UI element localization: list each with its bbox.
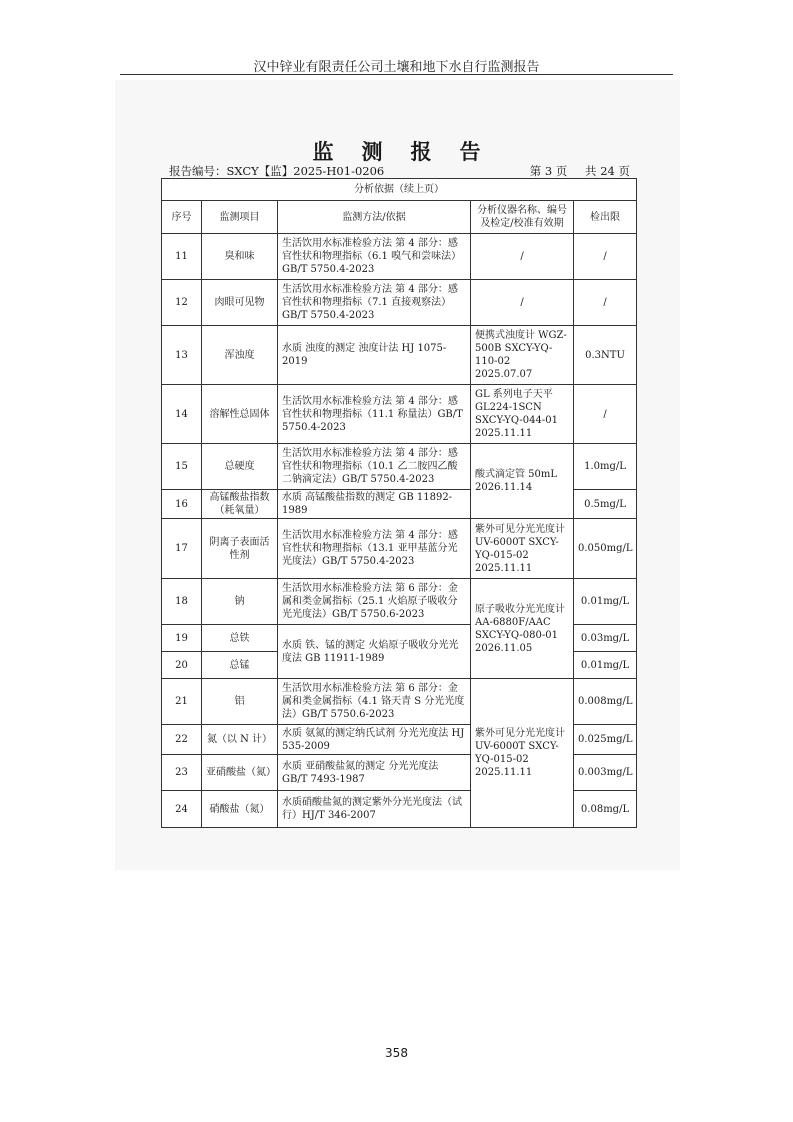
monitoring-item: 浑浊度 [202,326,278,385]
detection-limit: 0.3NTU [574,326,637,385]
table-caption-row [162,179,637,201]
row-number: 24 [162,791,202,828]
table-caption: 分析依据（续上页） [162,179,637,201]
row-number: 21 [162,679,202,725]
monitoring-item: 阴离子表面活性剂 [202,519,278,579]
page-number: 358 [385,1046,408,1060]
row-number: 13 [162,326,202,385]
method-cell: 水质硝酸盐氮的测定紫外分光光度法（试行）HJ/T 346-2007 [278,791,471,828]
method-cell: 水质 亚硝酸盐氮的测定 分光光度法 GB/T 7493-1987 [278,755,471,791]
instrument-cell: / [471,280,574,326]
row-number: 14 [162,385,202,444]
detection-limit: 0.025mg/L [574,725,637,755]
method-cell: 生活饮用水标准检验方法 第 4 部分：感官性状和物理指标（6.1 嗅气和尝味法）GB/T 5750.4-2023 [278,234,471,280]
table-header-row [162,201,637,234]
column-header: 分析仪器名称、编号及检定/校准有效期 [471,201,574,234]
table-row [162,579,637,625]
instrument-cell: 酸式滴定管 50mL 2026.11.14 [471,444,574,519]
analysis-basis-table [161,178,637,828]
detection-limit: / [574,280,637,326]
column-header: 监测项目 [202,201,278,234]
detection-limit: 0.01mg/L [574,579,637,625]
detection-limit: 0.008mg/L [574,679,637,725]
monitoring-item: 肉眼可见物 [202,280,278,326]
method-cell: 生活饮用水标准检验方法 第 4 部分：感官性状和物理指标（10.1 乙二胺四乙酸二钠滴定法）GB/T 5750.4-2023 [278,444,471,490]
page-indicator [516,163,630,179]
report-meta [169,163,630,179]
instrument-cell: 紫外可见分光光度计 UV-6000T SXCY-YQ-015-02 2025.11.11 [471,679,574,828]
header-divider [120,74,673,75]
monitoring-item: 钠 [202,579,278,625]
detection-limit: 0.050mg/L [574,519,637,579]
row-number: 19 [162,625,202,652]
column-header: 序号 [162,201,202,234]
instrument-cell: 原子吸收分光光度计 AA-6880F/AAC SXCY-YQ-080-01 2026.11.05 [471,579,574,679]
monitoring-item: 高锰酸盐指数（耗氧量） [202,490,278,519]
method-cell: 生活饮用水标准检验方法 第 4 部分：感官性状和物理指标（13.1 亚甲基蓝分光光度法）GB/T 5750.4-2023 [278,519,471,579]
method-cell: 生活饮用水标准检验方法 第 6 部分：金属和类金属指标（25.1 火焰原子吸收分光光度法）GB/T 5750.6-2023 [278,579,471,625]
report-number: 报告编号：SXCY【监】2025-H01-0206 [169,164,385,178]
row-number: 20 [162,652,202,679]
method-cell: 水质 高锰酸盐指数的测定 GB 11892-1989 [278,490,471,519]
method-cell: 生活饮用水标准检验方法 第 4 部分：感官性状和物理指标（7.1 直接观察法）GB/T 5750.4-2023 [278,280,471,326]
monitoring-item: 氮（以 N 计） [202,725,278,755]
row-number: 12 [162,280,202,326]
detection-limit: 0.08mg/L [574,791,637,828]
monitoring-item: 总硬度 [202,444,278,490]
monitoring-item: 臭和味 [202,234,278,280]
table-row [162,444,637,490]
row-number: 18 [162,579,202,625]
table-row [162,519,637,579]
detection-limit: 0.5mg/L [574,490,637,519]
detection-limit: 1.0mg/L [574,444,637,490]
current-page: 第 3 页 [529,164,568,178]
monitoring-item: 溶解性总固体 [202,385,278,444]
instrument-cell: GL 系列电子天平 GL224-1SCN SXCY-YQ-044-01 2025.11.11 [471,385,574,444]
method-cell: 水质 浊度的测定 浊度计法 HJ 1075-2019 [278,326,471,385]
monitoring-item: 亚硝酸盐（氮） [202,755,278,791]
row-number: 17 [162,519,202,579]
report-title: 监测报告 [312,139,509,164]
table-row [162,234,637,280]
detection-limit: / [574,385,637,444]
table-row [162,679,637,725]
row-number: 22 [162,725,202,755]
method-cell: 生活饮用水标准检验方法 第 6 部分：金属和类金属指标（4.1 铬天青 S 分光光度法）GB/T 5750.6-2023 [278,679,471,725]
column-header: 检出限 [574,201,637,234]
monitoring-item: 总铁 [202,625,278,652]
row-number: 16 [162,490,202,519]
table-row [162,326,637,385]
instrument-cell: / [471,234,574,280]
method-cell: 水质 铁、锰的测定 火焰原子吸收分光光度法 GB 11911-1989 [278,625,471,679]
instrument-cell: 便携式浊度计 WGZ-500B SXCY-YQ-110-02 2025.07.07 [471,326,574,385]
detection-limit: / [574,234,637,280]
detection-limit: 0.003mg/L [574,755,637,791]
method-cell: 水质 氨氮的测定纳氏试剂 分光光度法 HJ 535-2009 [278,725,471,755]
detection-limit: 0.01mg/L [574,652,637,679]
column-header: 监测方法/依据 [278,201,471,234]
row-number: 11 [162,234,202,280]
row-number: 23 [162,755,202,791]
row-number: 15 [162,444,202,490]
detection-limit: 0.03mg/L [574,625,637,652]
monitoring-item: 总锰 [202,652,278,679]
monitoring-item: 铝 [202,679,278,725]
table-row [162,280,637,326]
table-row [162,385,637,444]
method-cell: 生活饮用水标准检验方法 第 4 部分：感官性状和物理指标（11.1 称量法）GB/T 5750.4-2023 [278,385,471,444]
monitoring-item: 硝酸盐（氮） [202,791,278,828]
total-pages: 共 24 页 [585,164,630,178]
document-header-title: 汉中锌业有限责任公司土壤和地下水自行监测报告 [253,60,540,75]
instrument-cell: 紫外可见分光光度计 UV-6000T SXCY-YQ-015-02 2025.11.11 [471,519,574,579]
